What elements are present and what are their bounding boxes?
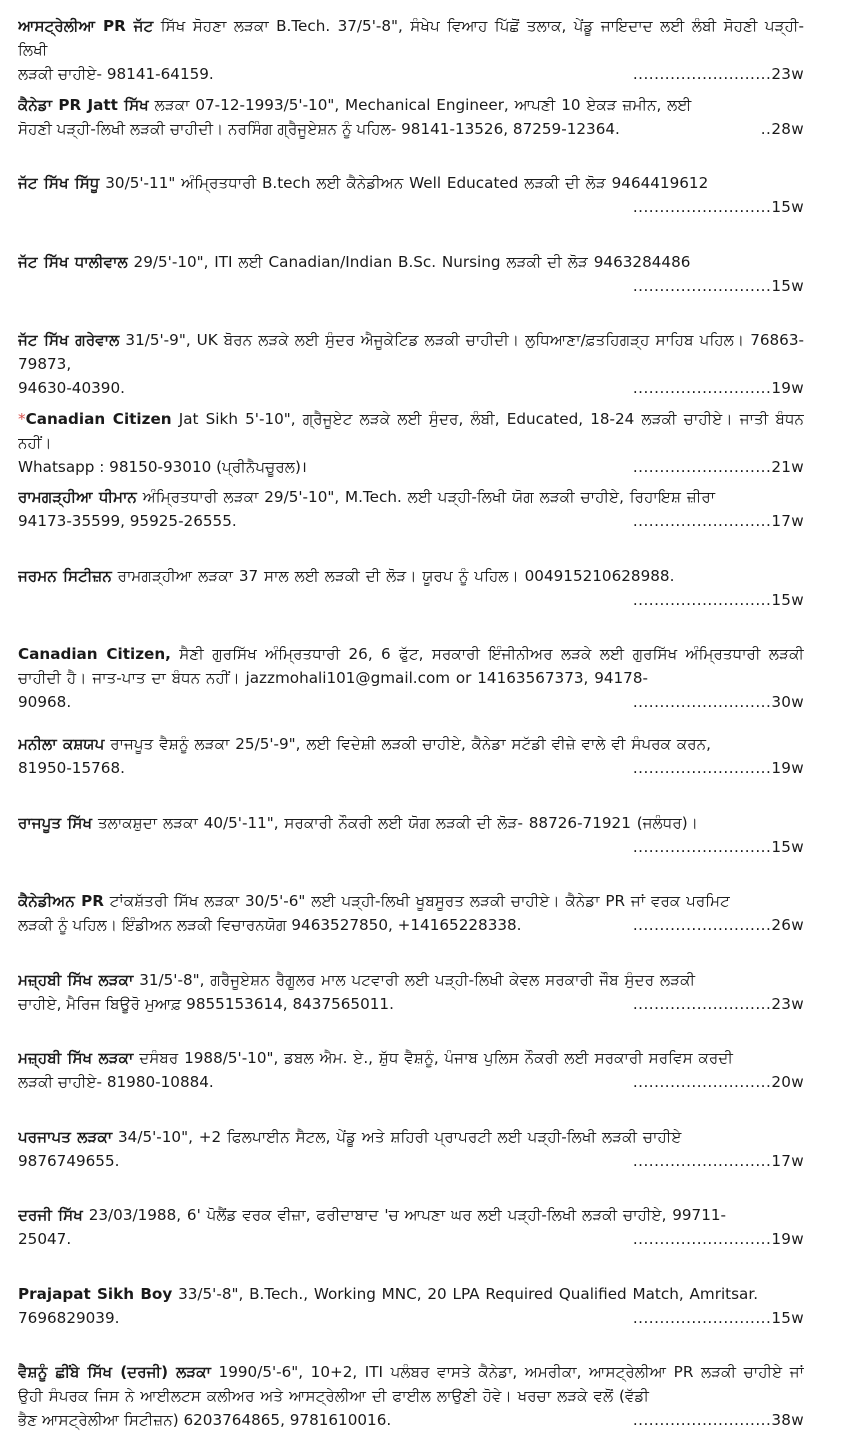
leader-dots: .......................... bbox=[632, 759, 772, 777]
classified-ad bbox=[18, 642, 804, 732]
ad-lead: ਜੱਟ ਸਿੱਖ ਧਾਲੀਵਾਲ bbox=[18, 252, 128, 271]
ad-body: 23/03/1988, 6' ਪੋਲੈਂਡ ਵਰਕ ਵੀਜ਼ਾ, ਫਰੀਦਾਬਾਦ 'ਚ ਆਪਣਾ ਘਰ ਲਈ ਪੜ੍ਹੀ-ਲਿਖੀ ਲੜਕੀ ਚਾਹੀਏ, 99711- bbox=[82, 1206, 727, 1224]
ad-word-count bbox=[633, 913, 804, 937]
leader-dots: .......................... bbox=[632, 379, 772, 397]
leader-dots: .......................... bbox=[632, 512, 772, 530]
ad-lead: ਪਰਜਾਪਤ ਲੜਕਾ bbox=[18, 1127, 113, 1146]
classified-ad bbox=[18, 968, 804, 1047]
ad-body: 33/5'-8", B.Tech., Working MNC, 20 LPA Required Qualified Match, Amritsar. bbox=[172, 1284, 759, 1303]
ad-body: ਲੜਕਾ 07-12-1993/5'-10", Mechanical Engineer, ਆਪਣੀ 10 ਏਕੜ ਜ਼ਮੀਨ, ਲਈ bbox=[148, 95, 692, 114]
ad-contact: 94630-40390. bbox=[18, 379, 125, 397]
leader-dots: .......................... bbox=[632, 1411, 772, 1429]
classified-ad bbox=[18, 889, 804, 968]
ad-footer bbox=[18, 509, 804, 533]
ad-footer bbox=[18, 992, 804, 1016]
ad-body: 31/5'-9", UK ਬੋਰਨ ਲੜਕੇ ਲਈ ਸੁੰਦਰ ਐਜੂਕੇਟਿਡ ਲੜਕੀ ਚਾਹੀਦੀ। ਲੁਧਿਆਣਾ/ਫ਼ਤਹਿਗੜ੍ਹ ਸਾਹਿਬ ਪਹਿਲ। 76863-79873, bbox=[18, 331, 804, 373]
ad-body: 29/5'-10", ITI ਲਈ Canadian/Indian B.Sc. Nursing ਲੜਕੀ ਦੀ ਲੋੜ 9463284486 bbox=[127, 252, 691, 271]
ad-word-count bbox=[633, 835, 804, 859]
classified-ad bbox=[18, 1125, 804, 1204]
ad-lead: Prajapat Sikh Boy bbox=[18, 1284, 173, 1303]
word-count-value: 26w bbox=[771, 916, 804, 934]
ad-lead: ਆਸਟ੍ਰੇਲੀਆ PR ਜੱਟ bbox=[18, 17, 154, 35]
ad-footer bbox=[18, 1306, 804, 1330]
ad-body: ਅੰਮ੍ਰਿਤਧਾਰੀ ਲੜਕਾ 29/5'-10", M.Tech. ਲਈ ਪੜ੍ਹੀ-ਲਿਖੀ ਯੋਗ ਲੜਕੀ ਚਾਹੀਏ, ਰਿਹਾਇਸ਼ ਜ਼ੀਰਾ bbox=[136, 488, 716, 506]
ad-text bbox=[18, 732, 804, 756]
ad-contact: 9876749655. bbox=[18, 1151, 120, 1170]
ad-text bbox=[18, 407, 804, 455]
ad-body: ਦਸੰਬਰ 1988/5'-10", ਡਬਲ ਐਮ. ਏ., ਸ਼ੁੱਧ ਵੈਸ਼ਨੂੰ, ਪੰਜਾਬ ਪੁਲਿਸ ਨੌਕਰੀ ਲਈ ਸਰਕਾਰੀ ਸਰਵਿਸ ਕਰਦੀ bbox=[133, 1049, 733, 1067]
word-count-value: 20w bbox=[771, 1073, 804, 1091]
word-count-value: 15w bbox=[771, 1308, 804, 1327]
ad-contact: ਚਾਹੀਏ, ਮੈਰਿਜ ਬਿਊਰੋ ਮੁਆਫ਼ 9855153614, 8437565011. bbox=[18, 994, 394, 1013]
ad-body: ਰਾਮਗੜ੍ਹੀਆ ਲੜਕਾ 37 ਸਾਲ ਲਈ ਲੜਕੀ ਦੀ ਲੋੜ। ਯੂਰਪ ਨੂੰ ਪਹਿਲ। 004915210628988. bbox=[111, 566, 675, 585]
ad-lead: ਰਾਜਪੂਤ ਸਿੱਖ bbox=[18, 813, 93, 832]
ad-word-count bbox=[761, 117, 804, 141]
ad-word-count bbox=[633, 992, 804, 1016]
leader-dots: .......................... bbox=[632, 65, 772, 83]
ad-text bbox=[18, 1282, 804, 1306]
ad-contact: Whatsapp : 98150-93010 (ਪ੍ਰੀਨੈਪਚੂਰਲ)। bbox=[18, 457, 307, 476]
ad-footer bbox=[18, 117, 804, 141]
word-count-value: 17w bbox=[771, 512, 804, 530]
leader-dots: .......................... bbox=[632, 198, 772, 216]
classified-ad bbox=[18, 1360, 804, 1450]
word-count-value: 15w bbox=[771, 198, 804, 216]
asterisk-mark: * bbox=[18, 409, 26, 428]
ad-body: 31/5'-8", ਗਰੈਜੂਏਸ਼ਨ ਰੈਗੂਲਰ ਮਾਲ ਪਟਵਾਰੀ ਲਈ ਪੜ੍ਹੀ-ਲਿਖੀ ਕੇਵਲ ਸਰਕਾਰੀ ਜੌਬ ਸੁੰਦਰ ਲੜਕੀ bbox=[133, 970, 696, 989]
leader-dots: .......................... bbox=[632, 837, 772, 856]
classified-ad bbox=[18, 14, 804, 93]
ad-contact: 94173-35599, 95925-26555. bbox=[18, 512, 237, 530]
ad-footer bbox=[18, 1408, 804, 1432]
ad-footer bbox=[18, 913, 804, 937]
ad-lead: ਕੈਨੇਡਾ PR Jatt ਸਿੱਖ bbox=[18, 95, 149, 114]
ad-text bbox=[18, 564, 804, 588]
ad-word-count bbox=[633, 1306, 804, 1330]
ad-word-count bbox=[633, 1227, 804, 1251]
ad-lead: ਵੈਸ਼ਨੂੰ ਛੀਂਬੇ ਸਿੱਖ (ਦਰਜੀ) ਲੜਕਾ bbox=[18, 1363, 211, 1381]
ad-footer bbox=[18, 195, 804, 219]
ad-contact: 25047. bbox=[18, 1230, 72, 1248]
ad-body: ਰਾਜਪੂਤ ਵੈਸ਼ਨੂੰ ਲੜਕਾ 25/5'-9", ਲਈ ਵਿਦੇਸ਼ੀ ਲੜਕੀ ਚਾਹੀਏ, ਕੈਨੇਡਾ ਸਟੱਡੀ ਵੀਜ਼ੇ ਵਾਲੇ ਵੀ ਸੰਪਰਕ ਕਰਨ, bbox=[104, 735, 711, 753]
ad-text bbox=[18, 1046, 804, 1070]
ad-text bbox=[18, 328, 804, 376]
ad-text bbox=[18, 889, 804, 913]
classified-ad bbox=[18, 93, 804, 172]
ad-footer bbox=[18, 835, 804, 859]
ad-lead: ਮਨੀਲਾ ਕਸ਼ਯਪ bbox=[18, 735, 105, 753]
ad-word-count bbox=[633, 756, 804, 780]
classified-ad bbox=[18, 485, 804, 564]
ad-contact: 81950-15768. bbox=[18, 759, 125, 777]
ad-body: ਸੈਣੀ ਗੁਰਸਿੱਖ ਅੰਮ੍ਰਿਤਧਾਰੀ 26, 6 ਫੁੱਟ, ਸਰਕਾਰੀ ਇੰਜੀਨੀਅਰ ਲੜਕੇ ਲਈ ਗੁਰਸਿੱਖ ਅੰਮ੍ਰਿਤਧਾਰੀ ਲੜਕੀ ਚਾਹੀਦੀ ਹੈ। ਜਾਤ-ਪਾਤ ਦਾ ਬੰਧਨ ਨਹੀਂ। jazzmohali101@gmail.com or 14163567373, 94178- bbox=[18, 645, 804, 687]
ad-footer bbox=[18, 1149, 804, 1173]
ad-body: ਤਲਾਕਸ਼ੁਦਾ ਲੜਕਾ 40/5'-11", ਸਰਕਾਰੀ ਨੌਕਰੀ ਲਈ ਯੋਗ ਲੜਕੀ ਦੀ ਲੋੜ- 88726-71921 (ਜਲੰਧਰ)। bbox=[92, 813, 698, 832]
leader-dots: .......................... bbox=[632, 916, 772, 934]
ad-contact: ਲੜਕੀ ਚਾਹੀਏ- 81980-10884. bbox=[18, 1073, 214, 1091]
ad-lead: Canadian Citizen, bbox=[18, 645, 171, 663]
ad-text bbox=[18, 642, 804, 690]
ad-text bbox=[18, 1203, 804, 1227]
ad-word-count bbox=[633, 690, 804, 714]
leader-dots: .......................... bbox=[632, 457, 772, 476]
ad-text bbox=[18, 811, 804, 835]
classified-ad bbox=[18, 1203, 804, 1282]
ad-word-count bbox=[633, 455, 804, 479]
ad-lead: ਮਜ਼੍ਹਬੀ ਸਿੱਖ ਲੜਕਾ bbox=[18, 970, 134, 989]
ad-lead: Canadian Citizen bbox=[25, 409, 172, 428]
ad-footer bbox=[18, 455, 804, 479]
classified-ad bbox=[18, 171, 804, 250]
ad-lead: ਮਜ਼੍ਹਬੀ ਸਿੱਖ ਲੜਕਾ bbox=[18, 1049, 134, 1067]
ad-body: 30/5'-11" ਅੰਮ੍ਰਿਤਧਾਰੀ B.tech ਲਈ ਕੈਨੇਡੀਅਨ Well Educated ਲੜਕੀ ਦੀ ਲੋੜ 9464419612 bbox=[99, 174, 709, 192]
word-count-value: 38w bbox=[771, 1411, 804, 1429]
word-count-value: 30w bbox=[771, 693, 804, 711]
word-count-value: 23w bbox=[771, 65, 804, 83]
ad-body: 34/5'-10", +2 ਫਿਲਪਾਈਨ ਸੈਟਲ, ਪੇਂਡੂ ਅਤੇ ਸ਼ਹਿਰੀ ਪ੍ਰਾਪਰਟੀ ਲਈ ਪੜ੍ਹੀ-ਲਿਖੀ ਲੜਕੀ ਚਾਹੀਏ bbox=[112, 1127, 682, 1146]
ad-text bbox=[18, 14, 804, 62]
ad-contact: ਭੈਣ ਆਸਟ੍ਰੇਲੀਆ ਸਿਟੀਜ਼ਨ) 6203764865, 9781610016. bbox=[18, 1411, 392, 1429]
leader-dots: .......................... bbox=[632, 1151, 772, 1170]
ad-text bbox=[18, 968, 804, 992]
ad-lead: ਕੈਨੇਡੀਅਨ PR bbox=[18, 892, 104, 910]
classified-ad bbox=[18, 407, 804, 486]
leader-dots: .......................... bbox=[632, 693, 772, 711]
word-count-value: 23w bbox=[771, 994, 804, 1013]
word-count-value: 19w bbox=[771, 379, 804, 397]
ad-text bbox=[18, 485, 804, 509]
ad-contact: ਲੜਕੀ ਚਾਹੀਏ- 98141-64159. bbox=[18, 65, 214, 83]
ad-lead: ਰਾਮਗੜ੍ਹੀਆ ਧੀਮਾਨ bbox=[18, 488, 137, 506]
leader-dots: .......................... bbox=[632, 994, 772, 1013]
classified-ad bbox=[18, 732, 804, 811]
leader-dots: .. bbox=[760, 119, 772, 138]
ad-footer bbox=[18, 274, 804, 298]
ad-body: ਸਿੱਖ ਸੋਹਣਾ ਲੜਕਾ B.Tech. 37/5'-8", ਸੰਖੇਪ ਵਿਆਹ ਪਿੱਛੋਂ ਤਲਾਕ, ਪੇਂਡੂ ਜਾਇਦਾਦ ਲਈ ਲੰਬੀ ਸੋਹਣੀ ਪੜ੍ਹੀ-ਲਿਖੀ bbox=[18, 17, 804, 59]
ad-text bbox=[18, 250, 804, 274]
word-count-value: 19w bbox=[771, 759, 804, 777]
ad-lead: ਜੱਟ ਸਿੱਖ ਸਿੱਧੂ bbox=[18, 174, 100, 192]
ad-contact: 90968. bbox=[18, 693, 72, 711]
classified-ad bbox=[18, 811, 804, 890]
ad-word-count bbox=[633, 1408, 804, 1432]
ad-word-count bbox=[633, 1070, 804, 1094]
ad-word-count bbox=[633, 376, 804, 400]
classified-ad bbox=[18, 250, 804, 329]
word-count-value: 15w bbox=[771, 837, 804, 856]
ad-lead: ਜਰਮਨ ਸਿਟੀਜ਼ਨ bbox=[18, 566, 112, 585]
ad-footer bbox=[18, 376, 804, 400]
ad-footer bbox=[18, 1227, 804, 1251]
word-count-value: 28w bbox=[771, 119, 804, 138]
ad-body: Jat Sikh 5'-10", ਗ੍ਰੈਜੂਏਟ ਲੜਕੇ ਲਈ ਸੁੰਦਰ, ਲੰਬੀ, Educated, 18-24 ਲੜਕੀ ਚਾਹੀਏ। ਜਾਤੀ ਬੰਧਨ ਨਹੀਂ। bbox=[18, 409, 804, 452]
leader-dots: .......................... bbox=[632, 1073, 772, 1091]
ad-contact: 7696829039. bbox=[18, 1308, 120, 1327]
ad-footer bbox=[18, 1070, 804, 1094]
ad-footer bbox=[18, 756, 804, 780]
ad-word-count bbox=[633, 195, 804, 219]
classified-ad bbox=[18, 1282, 804, 1361]
ad-body: ਟਾਂਕਸ਼ੱਤਰੀ ਸਿੱਖ ਲੜਕਾ 30/5'-6" ਲਈ ਪੜ੍ਹੀ-ਲਿਖੀ ਖੂਬਸੂਰਤ ਲੜਕੀ ਚਾਹੀਏ। ਕੈਨੇਡਾ PR ਜਾਂ ਵਰਕ ਪਰਮਿਟ bbox=[103, 892, 730, 910]
ad-text bbox=[18, 171, 804, 195]
ad-word-count bbox=[633, 1149, 804, 1173]
ad-lead: ਜੱਟ ਸਿੱਖ ਗਰੇਵਾਲ bbox=[18, 331, 120, 349]
classified-ad bbox=[18, 1046, 804, 1125]
ad-word-count bbox=[633, 62, 804, 86]
word-count-value: 21w bbox=[771, 457, 804, 476]
ad-word-count bbox=[633, 509, 804, 533]
ad-body: 1990/5'-6", 10+2, ITI ਪਲੰਬਰ ਵਾਸਤੇ ਕੈਨੇਡਾ, ਅਮਰੀਕਾ, ਆਸਟ੍ਰੇਲੀਆ PR ਲੜਕੀ ਚਾਹੀਏ ਜਾਂ ਉਹੀ ਸੰਪਰਕ ਜਿਸ ਨੇ ਆਈਲਟਸ ਕਲੀਅਰ ਅਤੇ ਆਸਟ੍ਰੇਲੀਆ ਦੀ ਫਾਈਲ ਲਾਉਣੀ ਹੋਵੇ। ਖਰਚਾ ਲੜਕੇ ਵਲੋਂ (ਵੱਡੀ bbox=[18, 1363, 804, 1405]
ad-contact: ਸੋਹਣੀ ਪੜ੍ਹੀ-ਲਿਖੀ ਲੜਕੀ ਚਾਹੀਦੀ। ਨਰਸਿੰਗ ਗ੍ਰੈਜੂਏਸ਼ਨ ਨੂੰ ਪਹਿਲ- 98141-13526, 87259-12364. bbox=[18, 119, 620, 138]
ad-word-count bbox=[633, 274, 804, 298]
ad-footer bbox=[18, 690, 804, 714]
ad-footer bbox=[18, 588, 804, 612]
word-count-value: 15w bbox=[771, 590, 804, 609]
word-count-value: 17w bbox=[771, 1151, 804, 1170]
ad-text bbox=[18, 1125, 804, 1149]
ad-lead: ਦਰਜੀ ਸਿੱਖ bbox=[18, 1206, 83, 1224]
ad-text bbox=[18, 1360, 804, 1408]
leader-dots: .......................... bbox=[632, 1308, 772, 1327]
classified-ad bbox=[18, 564, 804, 643]
word-count-value: 15w bbox=[771, 276, 804, 295]
ad-word-count bbox=[633, 588, 804, 612]
classified-ad bbox=[18, 328, 804, 407]
word-count-value: 19w bbox=[771, 1230, 804, 1248]
ad-footer bbox=[18, 62, 804, 86]
leader-dots: .......................... bbox=[632, 590, 772, 609]
ad-text bbox=[18, 93, 804, 117]
ad-contact: ਲੜਕੀ ਨੂੰ ਪਹਿਲ। ਇੰਡੀਅਨ ਲੜਕੀ ਵਿਚਾਰਨਯੋਗ 9463527850, +14165228338. bbox=[18, 916, 522, 934]
leader-dots: .......................... bbox=[632, 276, 772, 295]
leader-dots: .......................... bbox=[632, 1230, 772, 1248]
